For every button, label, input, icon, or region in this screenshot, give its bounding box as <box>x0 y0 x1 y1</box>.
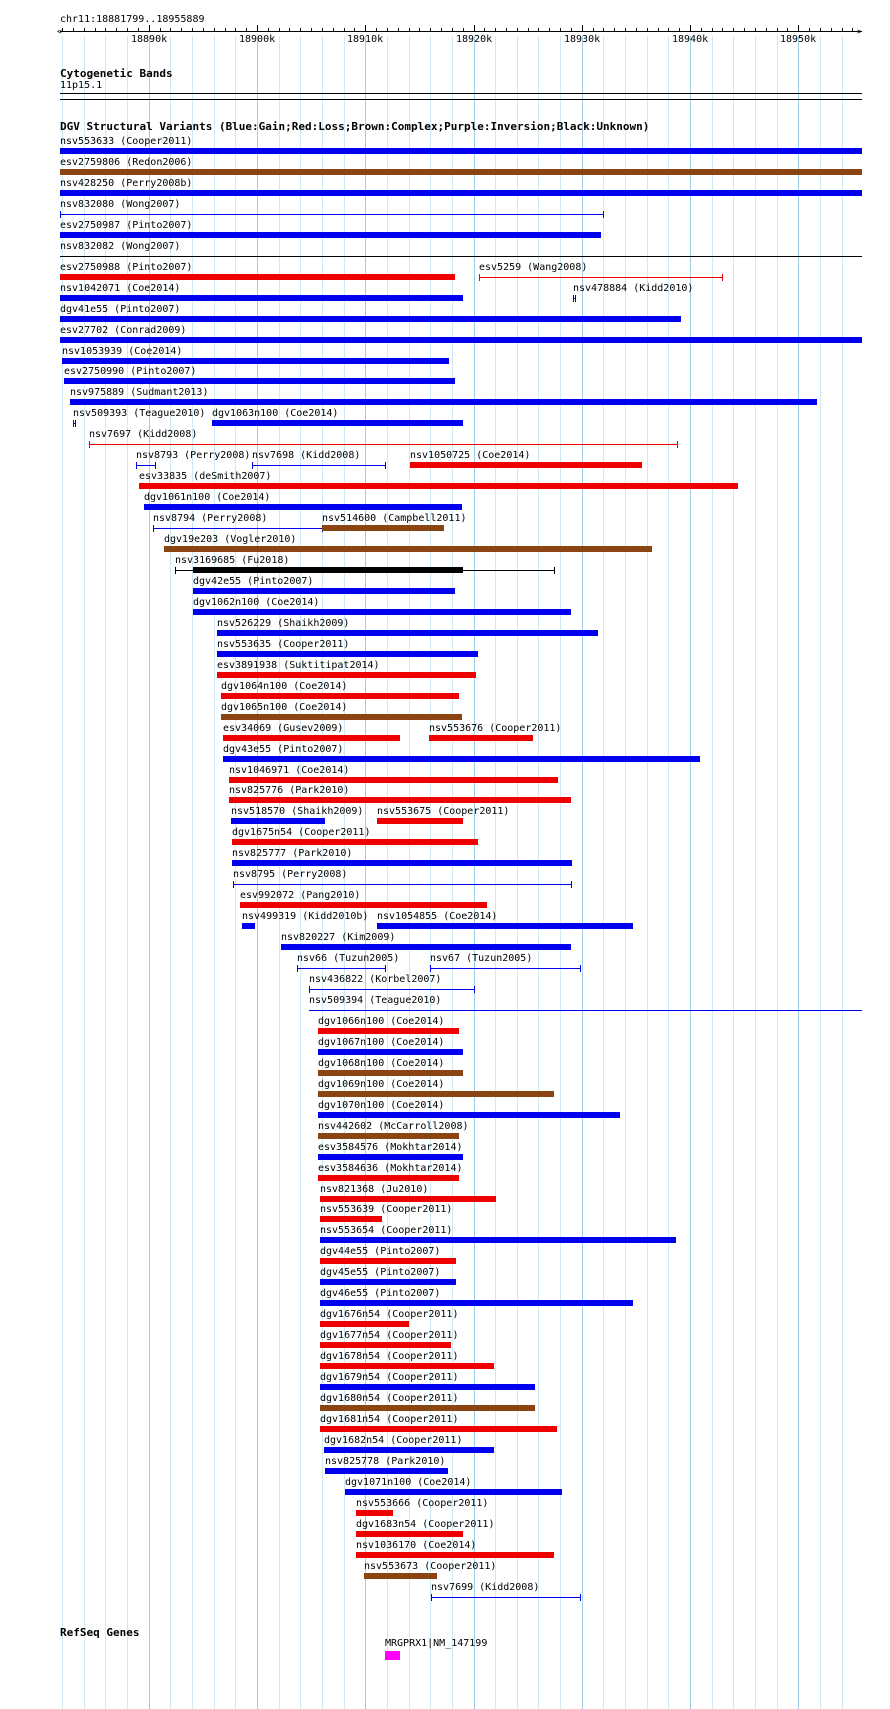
dgv-variant-label[interactable]: dgv43e55 (Pinto2007) <box>223 744 344 755</box>
ruler-minor-tick <box>62 28 63 32</box>
ruler-minor-tick <box>777 28 778 32</box>
ruler-minor-tick <box>787 28 788 32</box>
dgv-variant-bar[interactable] <box>60 148 862 154</box>
dgv-variant-label[interactable]: dgv1071n100 (Coe2014) <box>345 1477 472 1488</box>
dgv-variant-bar[interactable] <box>193 609 571 615</box>
dgv-variant-label[interactable]: nsv553633 (Cooper2011) <box>60 136 193 147</box>
dgv-variant-label[interactable]: dgv1066n100 (Coe2014) <box>318 1016 445 1027</box>
ruler-minor-tick <box>419 28 420 32</box>
dgv-variant-label[interactable]: nsv553666 (Cooper2011) <box>356 1498 489 1509</box>
dgv-variant-bar[interactable] <box>320 1342 451 1348</box>
dgv-variant-bar[interactable] <box>60 337 862 343</box>
ruler-minor-tick <box>766 28 767 32</box>
dgv-variant-label[interactable]: dgv46e55 (Pinto2007) <box>320 1288 441 1299</box>
ruler-major-tick <box>690 25 691 32</box>
dgv-variant-label[interactable]: dgv1679n54 (Cooper2011) <box>320 1372 459 1383</box>
dgv-variant-label[interactable]: nsv975889 (Sudmant2013) <box>70 387 209 398</box>
ruler-minor-tick <box>246 28 247 32</box>
dgv-variant-cap-start <box>309 986 310 993</box>
ruler-minor-tick <box>809 28 810 32</box>
ruler-minor-tick <box>625 28 626 32</box>
dgv-variant-label[interactable]: dgv1681n54 (Cooper2011) <box>320 1414 459 1425</box>
ruler-minor-tick <box>235 28 236 32</box>
dgv-variant-label[interactable]: dgv41e55 (Pinto2007) <box>60 304 181 315</box>
dgv-variant-label[interactable]: esv33835 (deSmith2007) <box>139 471 272 482</box>
dgv-variant-bar[interactable] <box>223 756 700 762</box>
track-separator <box>60 99 862 100</box>
dgv-variant-label[interactable]: esv3891938 (Suktitipat2014) <box>217 660 380 671</box>
dgv-variant-line[interactable] <box>60 256 862 257</box>
ruler-minor-tick <box>538 28 539 32</box>
dgv-variant-bar[interactable] <box>221 714 462 720</box>
dgv-variant-bar[interactable] <box>429 735 533 741</box>
dgv-variant-label[interactable]: nsv1046971 (Coe2014) <box>229 765 350 776</box>
ruler-minor-tick <box>73 28 74 32</box>
dgv-variant-bar[interactable] <box>318 1028 459 1034</box>
ruler-minor-tick <box>744 28 745 32</box>
dgv-variant-bar[interactable] <box>212 420 463 426</box>
dgv-variant-cap-end <box>474 986 475 993</box>
ruler-major-tick <box>257 25 258 32</box>
ruler-left-arrow: < <box>57 27 62 36</box>
dgv-variant-bar[interactable] <box>320 1237 676 1243</box>
dgv-variant-label[interactable]: dgv44e55 (Pinto2007) <box>320 1246 441 1257</box>
ruler-minor-tick <box>560 28 561 32</box>
dgv-variant-label[interactable]: nsv553639 (Cooper2011) <box>320 1204 453 1215</box>
ruler-minor-tick <box>701 28 702 32</box>
dgv-variant-label[interactable]: dgv1068n100 (Coe2014) <box>318 1058 445 1069</box>
dgv-variant-bar[interactable] <box>320 1279 456 1285</box>
dgv-variant-label[interactable]: dgv1067n100 (Coe2014) <box>318 1037 445 1048</box>
dgv-variant-label[interactable]: esv2759806 (Redon2006) <box>60 157 193 168</box>
dgv-variant-cap-end <box>580 965 581 972</box>
dgv-variant-label[interactable]: nsv8794 (Perry2008) <box>153 513 268 524</box>
ruler-minor-tick <box>852 28 853 32</box>
dgv-variant-label[interactable]: dgv1677n54 (Cooper2011) <box>320 1330 459 1341</box>
dgv-variant-bar[interactable] <box>318 1049 463 1055</box>
ruler-minor-tick <box>105 28 106 32</box>
dgv-variant-bar[interactable] <box>60 190 862 196</box>
ruler-major-tick <box>474 25 475 32</box>
dgv-variant-bar[interactable] <box>64 378 455 384</box>
dgv-variant-label[interactable]: nsv514600 (Campbell2011) <box>322 513 467 524</box>
dgv-variant-label[interactable]: nsv1042071 (Coe2014) <box>60 283 181 294</box>
dgv-variant-label[interactable]: esv3584576 (Mokhtar2014) <box>318 1142 463 1153</box>
ruler-minor-tick <box>549 28 550 32</box>
dgv-variant-label[interactable]: nsv825777 (Park2010) <box>232 848 353 859</box>
dgv-variant-bar[interactable] <box>320 1216 382 1222</box>
dgv-variant-label[interactable]: nsv825778 (Park2010) <box>325 1456 446 1467</box>
ruler-minor-tick <box>289 28 290 32</box>
dgv-variant-bar[interactable] <box>322 525 444 531</box>
ruler-minor-tick <box>452 28 453 32</box>
dgv-variant-label[interactable]: esv27702 (Conrad2009) <box>60 325 187 336</box>
ruler-minor-tick <box>333 28 334 32</box>
ruler-minor-tick <box>84 28 85 32</box>
dgv-variant-bar[interactable] <box>281 944 571 950</box>
dgv-variant-bar[interactable] <box>164 546 652 552</box>
dgv-variant-label[interactable]: nsv478884 (Kidd2010) <box>573 283 694 294</box>
ruler-minor-tick <box>322 28 323 32</box>
ruler-tick-label: 18900k <box>239 34 276 45</box>
dgv-variant-label[interactable]: nsv1053939 (Coe2014) <box>62 346 183 357</box>
dgv-variant-bar[interactable] <box>217 672 476 678</box>
dgv-variant-bar[interactable] <box>320 1258 456 1264</box>
ruler-minor-tick <box>441 28 442 32</box>
dgv-variant-cap-start <box>73 420 74 427</box>
dgv-variant-label[interactable]: nsv1054855 (Coe2014) <box>377 911 498 922</box>
dgv-variant-bar[interactable] <box>318 1154 463 1160</box>
ruler-minor-tick <box>571 28 572 32</box>
dgv-variant-line[interactable] <box>309 1010 862 1011</box>
dgv-variant-bar[interactable] <box>232 839 478 845</box>
dgv-variant-line[interactable] <box>252 465 385 466</box>
dgv-variant-line[interactable] <box>297 968 385 969</box>
ruler-minor-tick <box>160 28 161 32</box>
ruler-minor-tick <box>268 28 269 32</box>
dgv-variant-label[interactable]: dgv1065n100 (Coe2014) <box>221 702 348 713</box>
dgv-variant-cap-end <box>385 965 386 972</box>
dgv-variant-cap-end <box>677 441 678 448</box>
dgv-variant-cap-end <box>554 567 555 574</box>
dgv-variant-label[interactable]: nsv1050725 (Coe2014) <box>410 450 531 461</box>
ruler-minor-tick <box>679 28 680 32</box>
dgv-variant-label[interactable]: esv2750988 (Pinto2007) <box>60 262 193 273</box>
dgv-variant-label[interactable]: esv992072 (Pang2010) <box>240 890 361 901</box>
dgv-variant-label[interactable]: dgv1070n100 (Coe2014) <box>318 1100 445 1111</box>
ruler-major-tick <box>582 25 583 32</box>
dgv-variant-cap-end <box>603 211 604 218</box>
ruler-minor-tick <box>300 28 301 32</box>
dgv-variant-label[interactable]: esv34069 (Gusev2009) <box>223 723 344 734</box>
dgv-variant-label[interactable]: esv2750990 (Pinto2007) <box>64 366 197 377</box>
dgv-variant-bar[interactable] <box>325 1468 448 1474</box>
ruler-minor-tick <box>279 28 280 32</box>
dgv-variant-label[interactable]: dgv1676n54 (Cooper2011) <box>320 1309 459 1320</box>
dgv-variant-bar[interactable] <box>139 483 738 489</box>
dgv-variant-label[interactable]: nsv67 (Tuzun2005) <box>430 953 533 964</box>
ruler-minor-tick <box>387 28 388 32</box>
dgv-variant-label[interactable]: nsv1036170 (Coe2014) <box>356 1540 477 1551</box>
dgv-variant-bar[interactable] <box>70 399 817 405</box>
ruler-minor-tick <box>593 28 594 32</box>
ruler-minor-tick <box>495 28 496 32</box>
ruler-minor-tick <box>116 28 117 32</box>
ruler-minor-tick <box>820 28 821 32</box>
ruler-minor-tick <box>668 28 669 32</box>
ruler-minor-tick <box>842 28 843 32</box>
dgv-variant-cap-start <box>153 525 154 532</box>
dgv-variant-bar[interactable] <box>320 1300 633 1306</box>
ruler-minor-tick <box>430 28 431 32</box>
ruler-tick-label: 18920k <box>456 34 493 45</box>
ruler-minor-tick <box>722 28 723 32</box>
ruler-minor-tick <box>95 28 96 32</box>
dgv-variant-line[interactable] <box>136 465 155 466</box>
dgv-variant-label[interactable]: nsv820227 (Kim2009) <box>281 932 396 943</box>
dgv-variant-bar[interactable] <box>324 1447 494 1453</box>
ruler-tick-label: 18930k <box>564 34 601 45</box>
dgv-variant-cap-start <box>60 211 61 218</box>
dgv-variant-label[interactable]: nsv66 (Tuzun2005) <box>297 953 400 964</box>
ruler-minor-tick <box>311 28 312 32</box>
dgv-variant-label[interactable]: esv5259 (Wang2008) <box>479 262 588 273</box>
dgv-variant-bar[interactable] <box>410 462 642 468</box>
dgv-variant-label[interactable]: nsv518570 (Shaikh2009) <box>231 806 364 817</box>
dgv-variant-label[interactable]: nsv7699 (Kidd2008) <box>431 1582 540 1593</box>
dgv-track-title: DGV Structural Variants (Blue:Gain;Red:Loss;Brown:Complex;Purple:Inversion;Black:Unknown) <box>60 120 650 133</box>
ruler-tick-label: 18940k <box>672 34 709 45</box>
dgv-variant-line[interactable] <box>60 214 603 215</box>
dgv-variant-label[interactable]: nsv832080 (Wong2007) <box>60 199 181 210</box>
dgv-variant-bar[interactable] <box>377 818 463 824</box>
ruler-minor-tick <box>225 28 226 32</box>
dgv-variant-bar[interactable] <box>229 797 571 803</box>
dgv-variant-bar[interactable] <box>193 567 463 573</box>
ruler-minor-tick <box>192 28 193 32</box>
ruler-minor-tick <box>603 28 604 32</box>
dgv-variant-cap-end <box>385 462 386 469</box>
dgv-variant-label[interactable]: nsv832082 (Wong2007) <box>60 241 181 252</box>
dgv-variant-label[interactable]: dgv1061n100 (Coe2014) <box>144 492 271 503</box>
dgv-variant-bar[interactable] <box>320 1321 409 1327</box>
dgv-variant-label[interactable]: nsv3169685 (Fu2018) <box>175 555 290 566</box>
dgv-variant-label[interactable]: nsv553635 (Cooper2011) <box>217 639 350 650</box>
dgv-variant-label[interactable]: nsv8795 (Perry2008) <box>233 869 348 880</box>
dgv-variant-bar[interactable] <box>231 818 325 824</box>
dgv-variant-bar[interactable] <box>242 923 255 929</box>
dgv-variant-label[interactable]: dgv1062n100 (Coe2014) <box>193 597 320 608</box>
dgv-variant-cap-start <box>479 274 480 281</box>
dgv-variant-label[interactable]: dgv1064n100 (Coe2014) <box>221 681 348 692</box>
dgv-variant-line[interactable] <box>233 884 571 885</box>
dgv-variant-label[interactable]: nsv442602 (McCarroll2008) <box>318 1121 469 1132</box>
dgv-variant-bar[interactable] <box>240 902 487 908</box>
ruler-minor-tick <box>712 28 713 32</box>
dgv-variant-bar[interactable] <box>60 169 862 175</box>
dgv-variant-bar[interactable] <box>217 630 598 636</box>
cytoband-label: 11p15.1 <box>60 80 103 91</box>
dgv-variant-bar[interactable] <box>377 923 633 929</box>
dgv-variant-label[interactable]: nsv553675 (Cooper2011) <box>377 806 510 817</box>
ruler-minor-tick <box>484 28 485 32</box>
dgv-variant-bar[interactable] <box>320 1405 535 1411</box>
dgv-variant-label[interactable]: dgv1063n100 (Coe2014) <box>212 408 339 419</box>
dgv-variant-cap-start <box>233 881 234 888</box>
dgv-variant-label[interactable]: nsv526229 (Shaikh2009) <box>217 618 350 629</box>
dgv-variant-label[interactable]: nsv8793 (Perry2008) <box>136 450 251 461</box>
refseq-gene-bar[interactable] <box>385 1651 400 1660</box>
dgv-variant-bar[interactable] <box>221 693 459 699</box>
dgv-variant-bar[interactable] <box>60 232 601 238</box>
dgv-variant-bar[interactable] <box>345 1489 562 1495</box>
dgv-variant-line[interactable] <box>153 528 322 529</box>
dgv-variant-bar[interactable] <box>60 274 455 280</box>
dgv-variant-cap-start <box>89 441 90 448</box>
dgv-variant-bar[interactable] <box>320 1196 496 1202</box>
dgv-variant-bar[interactable] <box>318 1070 463 1076</box>
region-label: chr11:18881799..18955889 <box>60 14 205 25</box>
dgv-variant-label[interactable]: esv3584636 (Mokhtar2014) <box>318 1163 463 1174</box>
ruler-minor-tick <box>614 28 615 32</box>
ruler-minor-tick <box>344 28 345 32</box>
refseq-track-title: RefSeq Genes <box>60 1626 140 1639</box>
ruler-minor-tick <box>127 28 128 32</box>
dgv-variant-label[interactable]: dgv19e203 (Vogler2010) <box>164 534 297 545</box>
ruler-minor-tick <box>203 28 204 32</box>
ruler-right-arrow: > <box>857 27 862 36</box>
dgv-variant-bar[interactable] <box>356 1510 393 1516</box>
dgv-variant-bar[interactable] <box>60 295 463 301</box>
ruler-minor-tick <box>831 28 832 32</box>
dgv-variant-label[interactable]: dgv1069n100 (Coe2014) <box>318 1079 445 1090</box>
ruler-minor-tick <box>528 28 529 32</box>
dgv-variant-label[interactable]: nsv509393 (Teague2010) <box>73 408 206 419</box>
dgv-variant-cap-end <box>571 881 572 888</box>
dgv-variant-bar[interactable] <box>320 1363 494 1369</box>
dgv-variant-label[interactable]: nsv7698 (Kidd2008) <box>252 450 361 461</box>
dgv-variant-line[interactable] <box>431 1597 580 1598</box>
dgv-variant-label[interactable]: nsv499319 (Kidd2010b) <box>242 911 369 922</box>
ruler-minor-tick <box>398 28 399 32</box>
dgv-variant-label[interactable]: dgv45e55 (Pinto2007) <box>320 1267 441 1278</box>
dgv-variant-bar[interactable] <box>229 777 558 783</box>
dgv-variant-cap-end <box>155 462 156 469</box>
dgv-variant-cap-start <box>431 1594 432 1601</box>
dgv-variant-label[interactable]: dgv1682n54 (Cooper2011) <box>324 1435 463 1446</box>
dgv-variant-bar[interactable] <box>318 1112 620 1118</box>
ruler-minor-tick <box>755 28 756 32</box>
dgv-variant-label[interactable]: nsv553654 (Cooper2011) <box>320 1225 453 1236</box>
dgv-variant-line[interactable] <box>430 968 580 969</box>
dgv-variant-cap-start <box>175 567 176 574</box>
dgv-variant-cap-start <box>252 462 253 469</box>
ruler-major-tick <box>365 25 366 32</box>
dgv-variant-bar[interactable] <box>62 358 449 364</box>
dgv-variant-cap-start <box>573 295 574 302</box>
dgv-variant-cap-end <box>580 1594 581 1601</box>
dgv-variant-cap-start <box>136 462 137 469</box>
dgv-variant-label[interactable]: dgv1675n54 (Cooper2011) <box>232 827 371 838</box>
ruler-minor-tick <box>647 28 648 32</box>
ruler-minor-tick <box>138 28 139 32</box>
ruler-tick-label: 18890k <box>131 34 168 45</box>
ruler-major-tick <box>798 25 799 32</box>
dgv-variant-cap-start <box>297 965 298 972</box>
dgv-variant-bar[interactable] <box>356 1531 463 1537</box>
ruler-minor-tick <box>733 28 734 32</box>
dgv-variant-label[interactable]: nsv509394 (Teague2010) <box>309 995 442 1006</box>
dgv-variant-label[interactable]: dgv1680n54 (Cooper2011) <box>320 1393 459 1404</box>
ruler-minor-tick <box>376 28 377 32</box>
ruler-minor-tick <box>409 28 410 32</box>
ruler-tick-label: 18950k <box>780 34 817 45</box>
dgv-variant-label[interactable]: esv2750987 (Pinto2007) <box>60 220 193 231</box>
dgv-variant-bar[interactable] <box>318 1175 459 1181</box>
dgv-variant-cap-end <box>575 295 576 302</box>
dgv-variant-bar[interactable] <box>193 588 455 594</box>
ruler-minor-tick <box>517 28 518 32</box>
ruler-minor-tick <box>636 28 637 32</box>
dgv-variant-line[interactable] <box>479 277 722 278</box>
dgv-variant-bar[interactable] <box>144 504 462 510</box>
ruler-major-tick <box>149 25 150 32</box>
dgv-variant-bar[interactable] <box>232 860 572 866</box>
dgv-variant-label[interactable]: nsv436822 (Korbel2007) <box>309 974 442 985</box>
dgv-variant-label[interactable]: nsv553676 (Cooper2011) <box>429 723 562 734</box>
dgv-variant-bar[interactable] <box>356 1552 554 1558</box>
cytoband-track-title: Cytogenetic Bands <box>60 67 173 80</box>
dgv-variant-bar[interactable] <box>217 651 478 657</box>
dgv-variant-bar[interactable] <box>60 316 681 322</box>
ruler-minor-tick <box>170 28 171 32</box>
cytoband-line <box>60 93 862 94</box>
dgv-variant-label[interactable]: dgv42e55 (Pinto2007) <box>193 576 314 587</box>
dgv-variant-label[interactable]: nsv553673 (Cooper2011) <box>364 1561 497 1572</box>
dgv-variant-cap-start <box>430 965 431 972</box>
dgv-variant-bar[interactable] <box>320 1384 535 1390</box>
dgv-variant-bar[interactable] <box>318 1133 459 1139</box>
dgv-variant-label[interactable]: dgv1678n54 (Cooper2011) <box>320 1351 459 1362</box>
dgv-variant-cap-end <box>722 274 723 281</box>
dgv-variant-label[interactable]: dgv1683n54 (Cooper2011) <box>356 1519 495 1530</box>
dgv-variant-line[interactable] <box>89 444 677 445</box>
dgv-variant-label[interactable]: nsv7697 (Kidd2008) <box>89 429 198 440</box>
ruler-minor-tick <box>214 28 215 32</box>
dgv-variant-label[interactable]: nsv825776 (Park2010) <box>229 785 350 796</box>
ruler-minor-tick <box>463 28 464 32</box>
ruler-minor-tick <box>354 28 355 32</box>
dgv-variant-label[interactable]: nsv428250 (Perry2008b) <box>60 178 193 189</box>
dgv-variant-bar[interactable] <box>364 1573 437 1579</box>
ruler-minor-tick <box>506 28 507 32</box>
dgv-variant-bar[interactable] <box>318 1091 554 1097</box>
dgv-variant-cap-end <box>75 420 76 427</box>
ruler-minor-tick <box>181 28 182 32</box>
ruler-minor-tick <box>658 28 659 32</box>
dgv-variant-bar[interactable] <box>320 1426 557 1432</box>
refseq-gene-label[interactable]: MRGPRX1|NM_147199 <box>385 1638 488 1649</box>
ruler-tick-label: 18910k <box>347 34 384 45</box>
dgv-variant-bar[interactable] <box>223 735 400 741</box>
dgv-variant-label[interactable]: nsv821368 (Ju2010) <box>320 1184 429 1195</box>
dgv-variant-line[interactable] <box>309 989 474 990</box>
